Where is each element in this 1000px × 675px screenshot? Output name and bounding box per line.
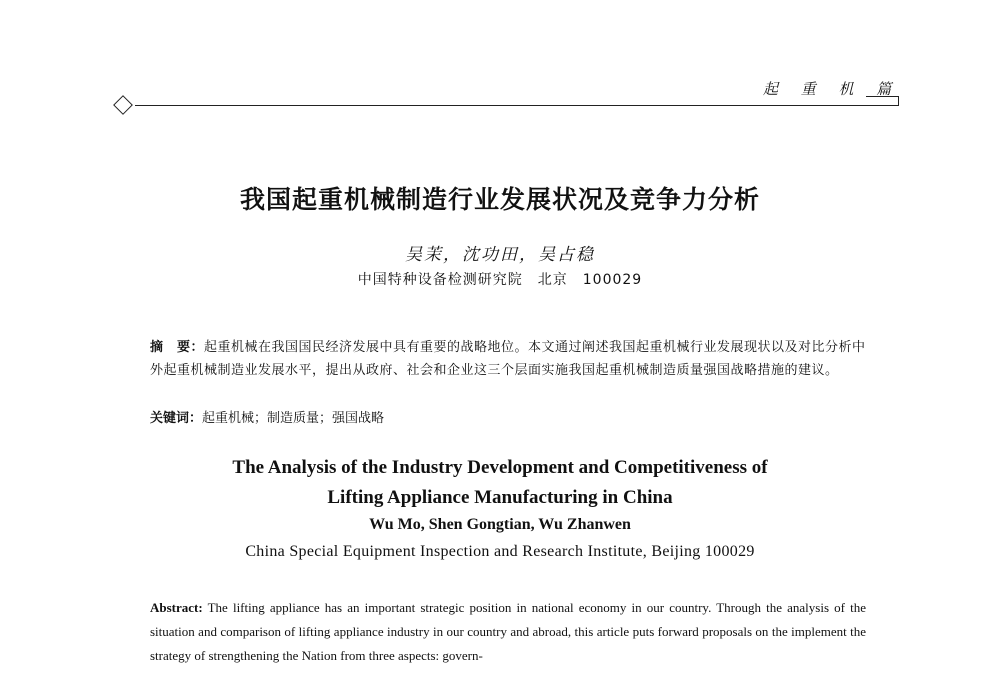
english-abstract-text: The lifting appliance has an important strategic position in national economy in our country. Through the analysis of the situation and comparison of lifting appliance industry in our country and abroad, this article puts forward proposals on the implement the strategy of strengthening the Nation from three aspects: govern-: [150, 600, 866, 663]
english-title-line1: The Analysis of the Industry Development and Competitiveness of: [232, 457, 768, 478]
diamond-ornament-icon: [113, 95, 133, 115]
chinese-abstract-text: 起重机械在我国国民经济发展中具有重要的战略地位。本文通过阐述我国起重机械行业发展现状以及对比分析中外起重机械制造业发展水平，提出从政府、社会和企业这三个层面实施我国起重机械制造质量强国战略措施的建议。: [150, 340, 866, 378]
chinese-abstract: [150, 336, 866, 382]
english-abstract: [150, 596, 866, 668]
header-rule-tail: [866, 96, 899, 106]
section-tag: 起 重 机 篇: [763, 80, 901, 98]
chinese-keywords-text: 起重机械；制造质量；强国战略: [202, 411, 385, 426]
chinese-keywords: [150, 409, 866, 429]
chinese-authors: 吴茉，沈功田，吴占稳: [405, 245, 595, 265]
chinese-affiliation: 中国特种设备检测研究院 北京 100029: [357, 272, 643, 288]
english-affiliation: China Special Equipment Inspection and Research Institute, Beijing 100029: [245, 543, 755, 560]
english-abstract-label: Abstract:: [150, 600, 203, 615]
chinese-keywords-label: 关键词：: [150, 411, 203, 426]
english-authors: Wu Mo, Shen Gongtian, Wu Zhanwen: [369, 516, 631, 533]
chinese-abstract-label: 摘 要：: [150, 340, 205, 355]
english-title-line2: Lifting Appliance Manufacturing in China: [327, 487, 673, 508]
header-rule: [135, 105, 899, 106]
chinese-title: 我国起重机械制造行业发展状况及竞争力分析: [239, 185, 760, 214]
